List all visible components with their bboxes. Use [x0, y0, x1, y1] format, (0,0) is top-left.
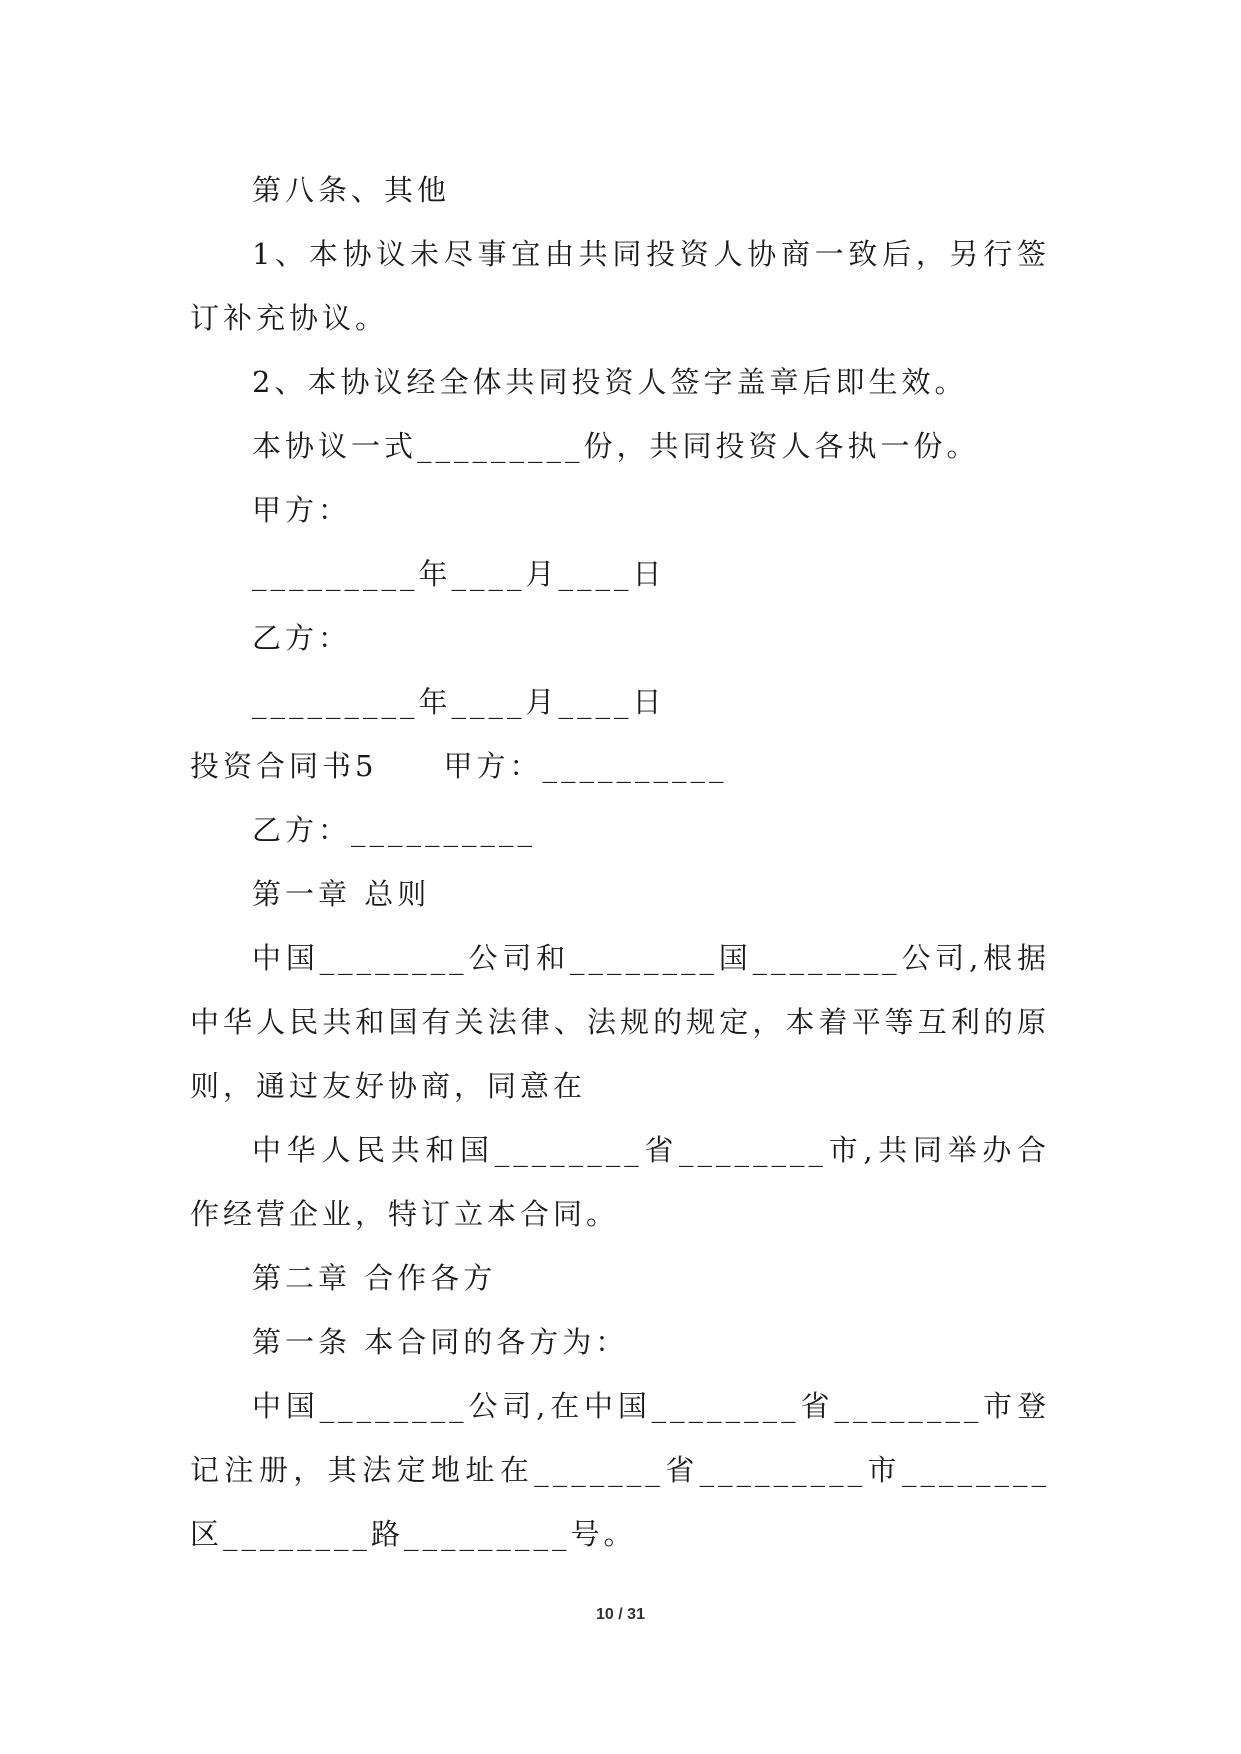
article-8-heading: 第八条、其他 [252, 173, 451, 207]
party-b-date-line: _________年____月____日 [252, 685, 666, 719]
contract-5-party-b: 乙方：__________ [252, 813, 537, 847]
party-a-signature-label: 甲方： [252, 493, 352, 527]
copies-statement: 本协议一式_________份，共同投资人各执一份。 [252, 429, 980, 463]
document-body [190, 158, 1050, 1566]
chapter-2-heading: 第二章 合作各方 [252, 1261, 497, 1295]
party-registration-address: 中国________公司,在中国________省________市登记注册，其法定地址在_______省_________市________区________路_________号。 [190, 1389, 1050, 1551]
clause-8-1: 1、本协议未尽事宜由共同投资人协商一致后，另行签订补充协议。 [190, 237, 1050, 335]
chapter-1-location: 中华人民共和国________省________市,共同举办合作经营企业，特订立本合同。 [190, 1133, 1050, 1231]
article-1-heading: 第一条 本合同的各方为： [252, 1325, 629, 1359]
party-a-date-line: _________年____月____日 [252, 557, 666, 591]
chapter-1-intro: 中国________公司和________国________公司,根据中华人民共和国有关法律、法规的规定，本着平等互利的原则，通过友好协商，同意在 [190, 941, 1050, 1103]
chapter-1-heading: 第一章 总则 [252, 877, 431, 911]
party-b-signature-label: 乙方： [252, 621, 352, 655]
page-number: 10 / 31 [596, 1606, 645, 1623]
clause-8-2: 2、本协议经全体共同投资人签字盖章后即生效。 [252, 365, 968, 399]
contract-5-title-party-a: 投资合同书5 甲方：__________ [190, 749, 728, 783]
